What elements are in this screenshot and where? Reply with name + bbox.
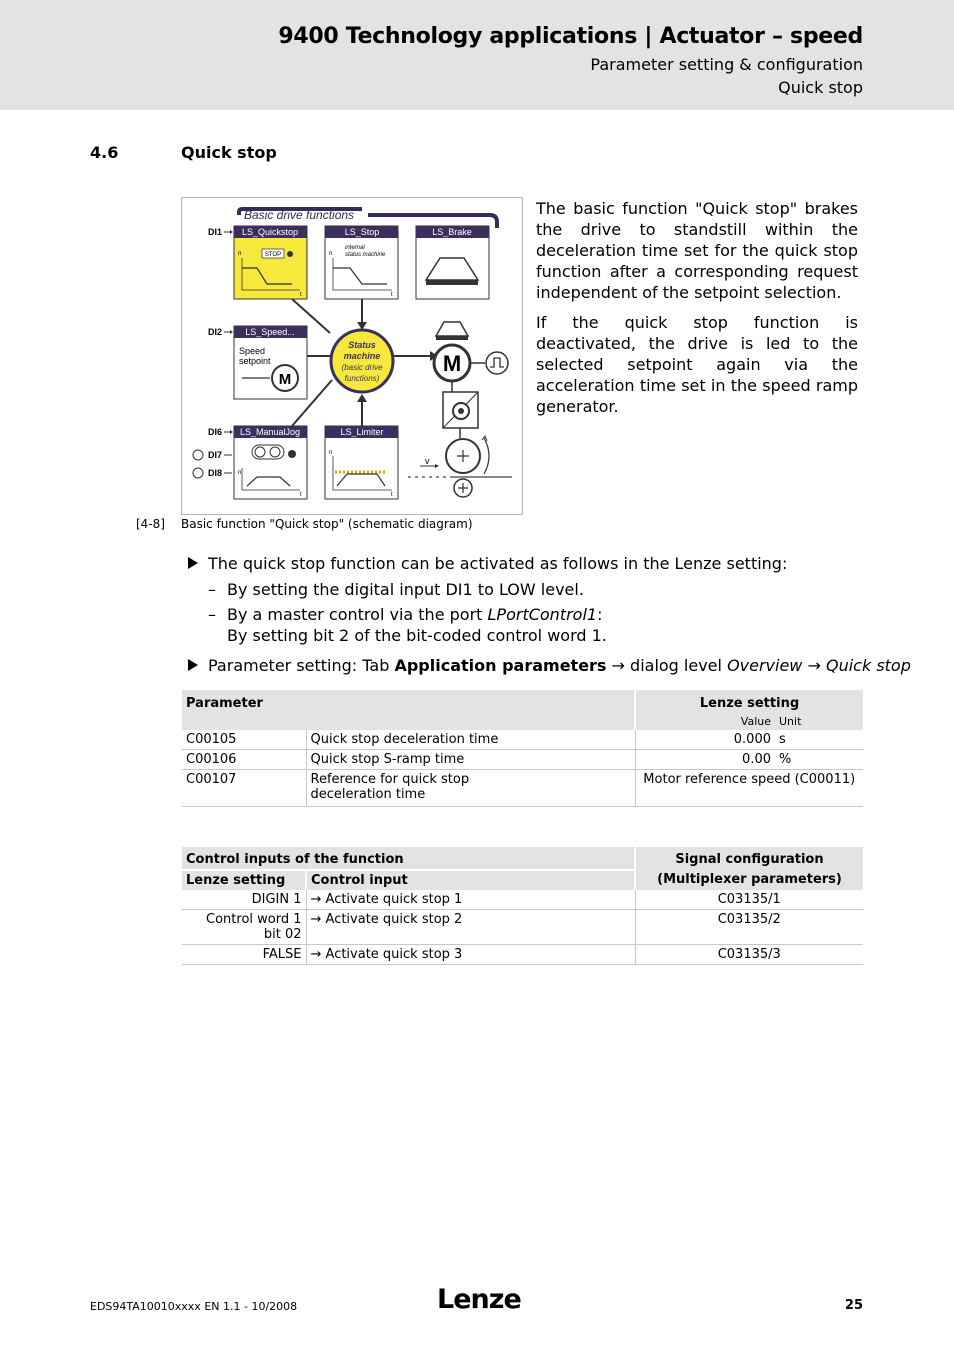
control-inputs-table [182,847,863,965]
arrow-icon: → [611,656,625,675]
signal-config: C03135/1 [635,890,863,910]
table-row [182,890,863,910]
header-control-input: Control input [306,870,635,890]
velocity-label: v [425,456,430,466]
section-title: Quick stop [181,143,277,162]
signal-config: C03135/2 [635,910,863,945]
di2-label: DI2 [208,327,223,337]
axis-n-stop: n [329,251,333,257]
control-input: → Activate quick stop 2 [306,910,635,945]
axis-t-limiter: t [391,492,393,498]
quickstop-link: Quick stop [825,656,911,675]
bullet-parameter-setting [188,656,911,675]
param-name: Reference for quick stop [310,772,470,787]
figure-number: [4-8] [136,517,165,531]
setpoint-text: setpoint [239,356,271,366]
page-header [0,0,954,110]
di6-label: DI6 [208,427,223,437]
section-number: 4.6 [90,143,119,162]
speed-label: LS_Speed... [245,327,295,337]
motor-letter: M [442,351,462,376]
manualjog-label: LS_ManualJog [239,427,301,437]
dash-item-digital-input-text: By setting the digital input DI1 to LOW level. [227,580,584,599]
header-unit: Unit [775,713,863,730]
stop-sign-text: STOP [264,252,282,258]
stop-label: LS_Stop [344,227,380,237]
figure-caption: Basic function "Quick stop" (schematic diagram) [181,517,473,531]
colon: : [597,605,603,624]
header-control-inputs: Control inputs of the function [182,847,635,870]
table-row [182,945,863,965]
dash-item-control-word: By setting bit 2 of the bit-coded control word 1. [227,626,607,645]
tab-name: Application parameters [394,656,607,675]
axis-t-jog: t [300,492,302,498]
parameter-table [182,690,863,807]
param-value: 0.000 [635,730,775,750]
header-subtitle-section: Quick stop [778,78,863,97]
table-row [182,730,863,750]
axis-n-jog: n [238,470,242,476]
signal-config: C03135/3 [635,945,863,965]
param-unit: s [775,730,863,750]
header-lenze-setting: Lenze setting [182,870,306,890]
param-value: 0.00 [635,750,775,770]
di1-label: DI1 [208,227,223,237]
table-row [182,910,863,945]
param-unit: % [775,750,863,770]
port-name: LPortControl1 [487,605,598,624]
header-parameter: Parameter [182,690,635,713]
axis-n-limiter: n [329,450,333,456]
bullet-activation [188,554,787,573]
status-machine-text: status machine [345,252,386,258]
bullet-triangle-icon [188,557,198,569]
group-label: Basic drive functions [244,208,355,222]
header-multiplexer: (Multiplexer parameters) [635,870,863,890]
dialog-level-text: dialog level [624,656,728,675]
paragraph-quickstop-description: The basic function "Quick stop" brakes the drive to standstill within the deceleration time set for the quick stop function after a corresponding request independent of the setpoint selection. [536,199,858,302]
param-setting: Motor reference speed (C00011) [635,770,863,807]
status-machine-text-4: functions) [344,374,380,383]
lenze-setting-bit: bit 02 [263,927,302,942]
axis-n-quickstop: n [238,251,242,257]
param-name-cont: deceleration time [310,787,426,802]
paragraph-deactivation: If the quick stop function is deactivated, the drive is led to the selected setpoint again via the acceleration time set in the speed ramp generator. [536,313,858,416]
param-name: Quick stop S-ramp time [306,750,635,770]
overview-link: Overview [727,656,803,675]
header-subtitle-chapter: Parameter setting & configuration [590,55,863,74]
bullet-triangle-icon [188,659,198,671]
di7-label: DI7 [208,450,223,460]
axis-t-quickstop: t [300,292,302,298]
dash-item-master-control: – By a master control via the port LPortControl1: [208,605,603,624]
param-name: Quick stop deceleration time [306,730,635,750]
speed-text: Speed [239,346,266,356]
header-value: Value [635,713,775,730]
param-code: C00107 [182,770,306,807]
lenze-setting: FALSE [182,945,306,965]
param-code: C00106 [182,750,306,770]
param-setting-prefix: Parameter setting: Tab [208,656,395,675]
dash-item-master-control-text: By a master control via the port [227,605,488,624]
table-row [182,750,863,770]
table-row [182,770,863,807]
header-lenze-setting: Lenze setting [635,690,863,713]
quickstop-label: LS_Quickstop [241,227,299,237]
brake-label: LS_Brake [432,227,472,237]
bullet-activation-text: The quick stop function can be activated as follows in the Lenze setting: [208,554,788,573]
arrow-icon: → [807,656,821,675]
lenze-logo: Lenze [437,1284,521,1315]
control-input: → Activate quick stop 3 [306,945,635,965]
speed-motor-letter: M [278,371,292,388]
param-code: C00105 [182,730,306,750]
status-machine-text-3: (basic drive [341,363,383,372]
lenze-setting: Control word 1 [206,912,302,927]
page-number: 25 [844,1298,863,1313]
status-machine-text-2: machine [343,351,381,361]
axis-t-stop: t [391,292,393,298]
schematic-diagram [181,197,523,515]
header-signal-configuration: Signal configuration [635,847,863,870]
limiter-label: LS_Limiter [340,427,384,437]
footer-document-id: EDS94TA10010xxxx EN 1.1 - 10/2008 [90,1300,298,1313]
dash-item-digital-input: – By setting the digital input DI1 to LOW level. [208,580,584,599]
internal-text: internal [345,245,365,251]
control-input: → Activate quick stop 1 [306,890,635,910]
header-title: 9400 Technology applications | Actuator – speed [278,24,863,49]
di8-label: DI8 [208,468,223,478]
lenze-setting: DIGIN 1 [182,890,306,910]
status-machine-text-1: Status [348,340,376,350]
